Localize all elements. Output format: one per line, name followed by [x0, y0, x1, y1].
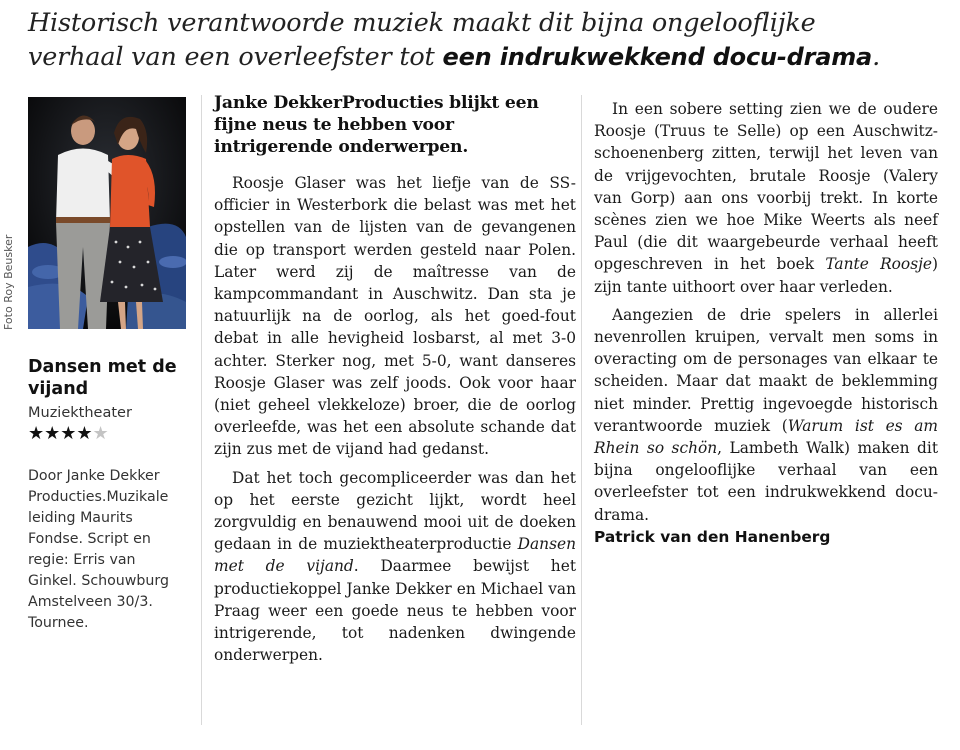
- headline-period: .: [872, 42, 880, 72]
- article-paragraph-4-continued: , Lambeth Walk) maken dit bijna ongelooflijke verhaal van een overleefster tot een indrukwekkend docu-drama.: [594, 439, 938, 524]
- article-column-2: [594, 92, 938, 548]
- article-paragraph-3-text: In een sobere setting zien we de oudere Roosje (Truus te Selle) op een Auschwitz-schoenenberg zitten, terwijl het leven van de vrijgevochten, brutale Roosje (Valery van Gorp) aan ons voorbij trekt. In korte scènes zien we hoe Mike Weerts als neef Paul (die dit waargebeurde verhaal heeft opgeschreven in het boek: [594, 100, 938, 274]
- headline-line1: Historisch verantwoorde muziek maakt dit bijna ongelooflijke: [28, 8, 816, 38]
- book-title-italic: Tante Roosje: [825, 255, 932, 274]
- column-divider: [201, 95, 202, 725]
- article-paragraph-2-text: Dat het toch gecompliceerder was dan het op het eerste gezicht lijkt, wordt heel zorgvuldig en benauwend mooi uit de doeken gedaan in de muziektheaterproductie: [214, 468, 576, 554]
- star-icons-filled: ★★★★: [28, 423, 93, 444]
- star-rating: [28, 424, 188, 444]
- production-photo: [28, 97, 186, 329]
- review-sidebar: [28, 356, 188, 634]
- photo-credit: [2, 234, 22, 331]
- article-paragraph-4-text: Aangezien de drie spelers in allerlei nevenrollen kruipen, vervalt men soms in overacting om de personages van elkaar te scheiden. Maar dat maakt de beklemming niet minder. Prettig ingevoegde historisch verantwoorde muziek (: [594, 305, 938, 435]
- dancing-couple-image: [28, 97, 186, 329]
- show-credits: Door Janke Dekker Producties.Muzikale leiding Maurits Fondse. Script en regie: Erris van Ginkel. Schouwburg Amstelveen 30/3. Tournee.: [28, 468, 169, 631]
- article-paragraph-3-continued: ) zijn tante uithoort over haar verleden.: [594, 255, 938, 296]
- headline: [28, 6, 948, 74]
- photo-credit-text: Foto Roy Beusker: [2, 234, 15, 330]
- article-paragraph-2: [214, 467, 576, 667]
- headline-emphasis: een indrukwekkend docu-drama: [442, 43, 873, 71]
- show-title: Dansen met de vijand: [28, 357, 177, 399]
- article-column-1: [214, 92, 576, 666]
- article-lead: Janke DekkerProducties blijkt een fijne neus te hebben voor intrigerende onderwerpen.: [214, 93, 539, 157]
- show-genre: Muziektheater: [28, 405, 132, 421]
- headline-line2: verhaal van een overleefster tot: [28, 42, 443, 72]
- star-icons-empty: ★: [92, 423, 109, 444]
- song-title-italic: Warum ist es am Rhein so schön: [594, 416, 939, 458]
- article-paragraph-3: [594, 98, 938, 298]
- article-paragraph-2-continued: . Daarmee bewijst het productiekoppel Janke Dekker en Michael van Praag weer een goede neus te hebben voor intrigerende, tot nadenken dwingende onderwerpen.: [214, 557, 577, 665]
- production-title-italic: Dansen met de vijand: [214, 535, 576, 576]
- article-paragraph-1: Roosje Glaser was het liefje van de SS-officier in Westerbork die belast was met het opstellen van de lijsten van de gevangenen die op transport werden gesteld naar Polen. Later werd zij de maîtresse van de kampcommandant in Auschwitz. Dan sta je natuurlijk na de oorlog, als het goed-fout debat in alle hevigheid losbarst, al met 3-0 achter. Sterker nog, met 5-0, want danseres Roosje Glaser was zelf joods. Ook voor haar (niet geheel vlekkeloze) broer, die de oorlog overleefde, was het een absolute schande dat zijn zus met de vijand had gedanst.: [214, 174, 576, 459]
- article-paragraph-4: [594, 304, 938, 526]
- column-divider-2: [581, 95, 582, 725]
- article-author: Patrick van den Hanenberg: [594, 527, 831, 546]
